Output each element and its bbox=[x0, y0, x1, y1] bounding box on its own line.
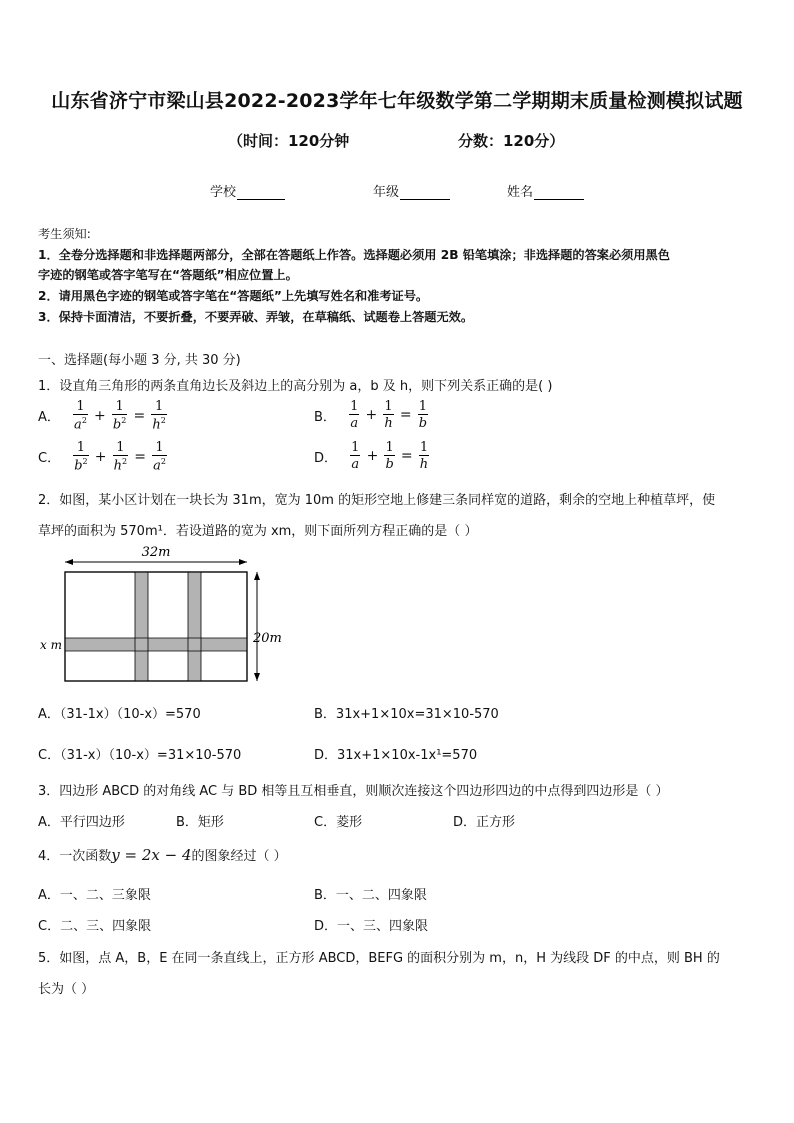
q2-option-b[interactable]: B．31x+1×10x=31×10-570 bbox=[314, 707, 499, 722]
road-diagram bbox=[36, 542, 286, 690]
grade-field bbox=[373, 181, 450, 200]
notice-item-1: 1．全卷分选择题和非选择题两部分，全部在答题纸上作答。选择题必须用 2B 铅笔填涂；非选择题的答案必须用黑色 bbox=[38, 248, 670, 262]
length-label: 32m bbox=[141, 545, 171, 560]
plot-rectangle bbox=[65, 572, 247, 681]
fraction: $\frac{1}{b^2}$ bbox=[74, 440, 88, 474]
fraction: $\frac{1}{h}$ bbox=[384, 399, 393, 431]
fraction: $\frac{1}{b^2}$ bbox=[112, 399, 127, 433]
q1-option-c[interactable]: C． $\frac{1}{b^2}$ + $\frac{1}{h^2}$ = $\frac{1}{a^2}$ bbox=[38, 440, 166, 474]
horizontal-road bbox=[65, 638, 247, 651]
exam-score: 分数：120分） bbox=[458, 132, 565, 150]
notice-item-3: 3．保持卡面清洁，不要折叠，不要弄破、弄皱，在草稿纸、试题卷上答题无效。 bbox=[38, 310, 474, 324]
notice-heading: 考生须知: bbox=[38, 227, 91, 241]
question-1-stem: 1．设直角三角形的两条直角边长及斜边上的高分别为 a，b 及 h，则下列关系正确的是( ) bbox=[38, 379, 553, 394]
arrowhead bbox=[65, 559, 73, 565]
grade-label: 年级 bbox=[373, 185, 400, 200]
q4-option-d[interactable]: D．一、三、四象限 bbox=[314, 919, 429, 934]
exam-time: （时间：120分钟 bbox=[228, 132, 350, 150]
q2-option-c[interactable]: C．（31-x）（10-x）=31×10-570 bbox=[38, 748, 242, 763]
grade-blank[interactable] bbox=[400, 185, 450, 200]
q3-option-d[interactable]: D．正方形 bbox=[453, 815, 516, 830]
fraction: $\frac{1}{h^2}$ bbox=[113, 440, 128, 474]
school-label: 学校 bbox=[210, 185, 237, 200]
fraction: $\frac{1}{b}$ bbox=[418, 399, 428, 431]
section-title: 一、选择题(每小题 3 分, 共 30 分) bbox=[38, 353, 241, 368]
q2-option-d[interactable]: D．31x+1×10x-1x¹=570 bbox=[314, 748, 478, 763]
question-5-stem-line2: 长为（ ） bbox=[38, 982, 95, 997]
fraction: $\frac{1}{a}$ bbox=[351, 440, 360, 472]
q1-option-d[interactable]: D． $\frac{1}{a}$ + $\frac{1}{b}$ = $\frac{1}{h}$ bbox=[314, 440, 429, 472]
question-5-stem-line1: 5．如图，点 A，B，E 在同一条直线上，正方形 ABCD，BEFG 的面积分别为 m，n，H 为线段 DF 的中点，则 BH 的 bbox=[38, 951, 720, 966]
road-width-label: x m bbox=[40, 638, 62, 652]
school-field bbox=[210, 181, 285, 200]
q4-option-a[interactable]: A．一、二、三象限 bbox=[38, 888, 151, 903]
school-blank[interactable] bbox=[237, 185, 285, 200]
fraction: $\frac{1}{h^2}$ bbox=[152, 399, 166, 433]
question-2-stem-line2: 草坪的面积为 570m¹．若设道路的宽为 xm，则下面所列方程正确的是（ ） bbox=[38, 524, 478, 539]
question-3-stem: 3．四边形 ABCD 的对角线 AC 与 BD 相等且互相垂直，则顺次连接这个四边形四边的中点得到四边形是（ ） bbox=[38, 784, 669, 799]
q3-option-c[interactable]: C．菱形 bbox=[314, 815, 363, 830]
fraction: $\frac{1}{a^2}$ bbox=[74, 399, 87, 433]
q3-option-b[interactable]: B．矩形 bbox=[176, 815, 224, 830]
notice-item-2: 2．请用黑色字迹的钢笔或答字笔在“答题纸”上先填写姓名和准考证号。 bbox=[38, 289, 429, 303]
q1-option-b[interactable]: B． $\frac{1}{a}$ + $\frac{1}{h}$ = $\frac{1}{b}$ bbox=[314, 399, 428, 431]
arrowhead bbox=[254, 572, 260, 580]
notice-item-1-cont: 字迹的钢笔或答字笔写在“答题纸”相应位置上。 bbox=[38, 268, 298, 282]
page-title: 山东省济宁市梁山县2022-2023学年七年级数学第二学期期末质量检测模拟试题 bbox=[51, 90, 743, 112]
fraction: $\frac{1}{a}$ bbox=[350, 399, 359, 431]
q1-option-a[interactable]: A． $\frac{1}{a^2}$ + $\frac{1}{b^2}$ = $\frac{1}{h^2}$ bbox=[38, 399, 166, 433]
q2-option-a[interactable]: A．（31-1x）（10-x）=570 bbox=[38, 707, 201, 722]
name-blank[interactable] bbox=[534, 185, 584, 200]
name-label: 姓名 bbox=[507, 185, 534, 200]
question-4-stem: 4．一次函数y = 2x − 4的图象经过（ ） bbox=[38, 846, 287, 864]
fraction: $\frac{1}{a^2}$ bbox=[153, 440, 166, 474]
vertical-road-1 bbox=[135, 572, 148, 681]
fraction: $\frac{1}{b}$ bbox=[385, 440, 394, 472]
name-field bbox=[507, 181, 584, 200]
q4-option-b[interactable]: B．一、二、四象限 bbox=[314, 888, 427, 903]
arrowhead bbox=[254, 673, 260, 681]
vertical-road-2 bbox=[188, 572, 201, 681]
linear-function-formula: y = 2x − 4 bbox=[111, 846, 192, 864]
q3-option-a[interactable]: A．平行四边形 bbox=[38, 815, 125, 830]
question-2-stem-line1: 2．如图，某小区计划在一块长为 31m，宽为 10m 的矩形空地上修建三条同样宽的道路，剩余的空地上种植草坪，使 bbox=[38, 493, 716, 508]
width-label: 20m bbox=[253, 631, 282, 646]
arrowhead bbox=[239, 559, 247, 565]
fraction: $\frac{1}{h}$ bbox=[419, 440, 429, 472]
q4-option-c[interactable]: C．二、三、四象限 bbox=[38, 919, 152, 934]
